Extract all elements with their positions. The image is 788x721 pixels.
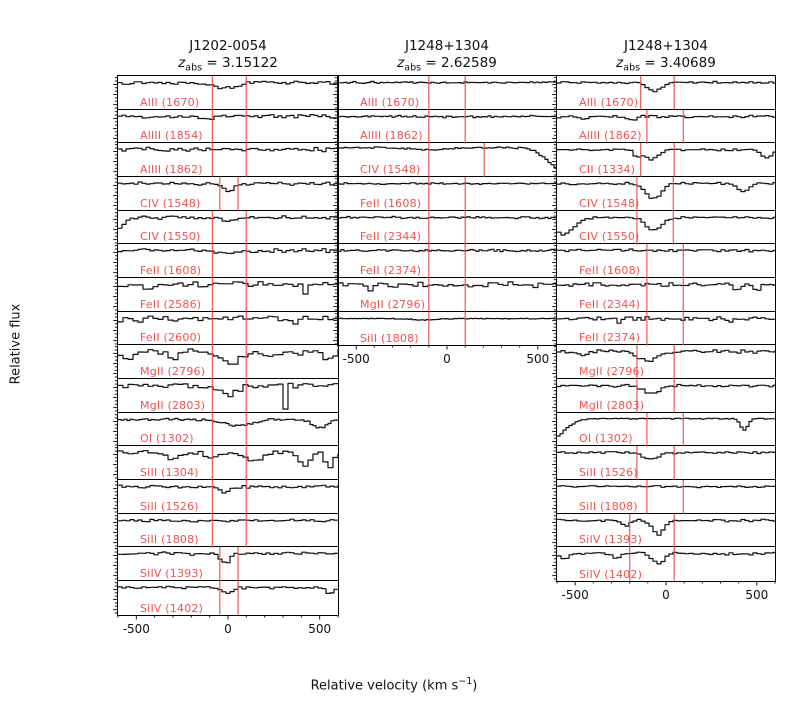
ion-label: MgII (2803) (579, 398, 645, 412)
spectrum-trace (557, 316, 775, 322)
spectrum-panel (338, 110, 556, 144)
ion-label: OI (1302) (579, 432, 633, 446)
spectrum-panel (338, 211, 556, 245)
ion-label: MgII (2803) (140, 398, 206, 412)
spectrum-panel (118, 278, 338, 312)
ion-label: FeII (2600) (140, 331, 202, 345)
spectrum-trace (118, 182, 338, 191)
redshift-label (338, 55, 556, 74)
spectrum-panel (557, 480, 775, 514)
spectrum-panel (118, 379, 338, 413)
spectrum-panel (338, 244, 556, 278)
spectrum-trace (557, 283, 775, 290)
ion-label: SiII (1808) (360, 332, 419, 346)
spectrum-panel (118, 413, 338, 447)
spectrum-trace (118, 81, 338, 88)
z-value: = 3.15122 (202, 55, 278, 71)
ion-label: AlII (1670) (140, 95, 200, 109)
spectrum-panel (118, 211, 338, 245)
spectrum-trace (118, 519, 338, 522)
x-tick-label: -500 (122, 621, 150, 636)
spectrum-trace (557, 553, 775, 565)
spectrum-panel (338, 312, 556, 346)
spectrum-panel (118, 244, 338, 278)
quasar-title: J1248+1304 (404, 38, 489, 54)
z-symbol: z (397, 55, 405, 71)
spectrum-panel (557, 514, 775, 548)
quasar-title: J1248+1304 (623, 38, 708, 54)
ion-label: FeII (2344) (579, 297, 641, 311)
spectrum-panel (557, 379, 775, 413)
ion-label: OI (1302) (140, 432, 194, 446)
spectrum-panel (118, 581, 338, 615)
ion-label: SiII (1526) (579, 466, 638, 480)
x-tick-label: -500 (561, 588, 589, 603)
spectra-column (337, 38, 557, 367)
spectrum-trace (557, 115, 775, 120)
ion-label: SiII (1808) (140, 533, 199, 547)
spectrum-panel (118, 547, 338, 581)
spectrum-panel (557, 76, 775, 110)
x-tick-label: 0 (443, 352, 451, 367)
ion-label: CIV (1548) (579, 196, 640, 210)
spectrum-trace (557, 350, 775, 361)
spectrum-trace (557, 81, 775, 91)
spectrum-panel (338, 177, 556, 211)
ion-label: FeII (2344) (360, 230, 422, 244)
ion-label: SiII (1808) (579, 499, 638, 513)
ion-label: FeII (2586) (140, 297, 202, 311)
spectrum-trace (338, 250, 556, 252)
spectrum-trace (118, 282, 338, 294)
spectrum-trace (118, 316, 338, 324)
spectrum-trace (557, 182, 775, 198)
ion-label: MgII (2796) (579, 365, 645, 379)
spectrum-panel (118, 143, 338, 177)
x-tick-label: 0 (224, 621, 232, 636)
spectra-column (556, 38, 776, 603)
ion-label: SiIV (1393) (140, 567, 204, 581)
spectrum-panel (118, 345, 338, 379)
spectrum-panel (118, 312, 338, 346)
spectra-column (117, 38, 339, 636)
spectrum-trace (338, 183, 556, 185)
ion-label: SiII (1526) (140, 499, 199, 513)
ion-label: FeII (1608) (360, 196, 422, 210)
ion-label: AlIII (1854) (140, 129, 203, 143)
spectrum-panel (118, 177, 338, 211)
spectrum-panel (557, 143, 775, 177)
spectrum-trace (118, 552, 338, 563)
spectrum-panel (338, 143, 556, 177)
ion-label: FeII (2374) (360, 264, 422, 278)
quasar-title: J1202-0054 (189, 38, 267, 54)
spectrum-panel (118, 76, 338, 110)
x-axis-label (0, 676, 788, 693)
ion-label: MgII (2796) (360, 297, 426, 311)
spectrum-panel (557, 278, 775, 312)
spectrum-trace (338, 216, 556, 218)
ion-label: AlIII (1862) (579, 129, 642, 143)
ion-label: SiIV (1402) (579, 568, 643, 582)
spectrum-panel (557, 211, 775, 245)
spectrum-panel (557, 244, 775, 278)
spectrum-trace (118, 249, 338, 254)
spectrum-trace (338, 81, 556, 83)
ion-label: SiIV (1402) (140, 601, 204, 615)
ion-label: SiIV (1393) (579, 533, 643, 547)
spectrum-panel (118, 514, 338, 548)
y-axis-label: Relative flux (8, 303, 24, 385)
spectrum-panel (557, 110, 775, 144)
z-value: = 2.62589 (421, 55, 497, 71)
spectrum-trace (118, 216, 338, 228)
spectrum-trace (118, 148, 338, 152)
x-axis-label-superscript: −1 (458, 676, 473, 687)
x-axis-label-close: ) (472, 678, 478, 694)
z-symbol: z (616, 55, 624, 71)
redshift-label (557, 55, 775, 74)
z-value: = 3.40689 (640, 55, 716, 71)
spectrum-trace (338, 282, 556, 291)
spectrum-panel (557, 345, 775, 379)
spectrum-panel (557, 177, 775, 211)
ion-label: CIV (1550) (140, 230, 201, 244)
spectrum-panel (557, 312, 775, 346)
x-tick-label: -500 (342, 352, 370, 367)
z-subscript: abs (404, 62, 422, 74)
ion-label: AlIII (1862) (360, 129, 423, 143)
spectrum-trace (557, 249, 775, 252)
spectrum-panel (118, 110, 338, 144)
x-axis-label-text: Relative velocity (km s (310, 678, 459, 694)
spectrum-trace (118, 586, 338, 593)
spectrum-panel (338, 76, 556, 110)
ion-label: AlII (1670) (360, 95, 420, 109)
redshift-label (118, 55, 338, 74)
ion-label: CIV (1550) (579, 230, 640, 244)
ion-label: MgII (2796) (140, 365, 206, 379)
spectrum-panel (557, 413, 775, 447)
ion-label: FeII (2374) (579, 331, 641, 345)
spectrum-trace (118, 349, 338, 364)
x-tick-label: 500 (745, 588, 769, 603)
ion-label: AlII (1670) (579, 95, 639, 109)
ion-label: AlIII (1862) (140, 163, 203, 177)
x-tick-label: 500 (526, 352, 550, 367)
z-subscript: abs (185, 62, 203, 74)
spectrum-panel (118, 480, 338, 514)
ion-label: CII (1334) (579, 163, 636, 177)
spectrum-panel (118, 446, 338, 480)
z-subscript: abs (623, 62, 641, 74)
ion-label: FeII (1608) (140, 264, 202, 278)
spectrum-trace (557, 385, 775, 393)
ion-label: CIV (1548) (140, 196, 201, 210)
x-tick-label: 0 (662, 588, 670, 603)
spectrum-trace (118, 418, 338, 427)
spectrum-trace (557, 486, 775, 488)
ion-label: FeII (1608) (579, 264, 641, 278)
spectrum-trace (338, 318, 556, 320)
z-symbol: z (178, 55, 186, 71)
ion-label: SiII (1304) (140, 466, 199, 480)
spectrum-panel (557, 547, 775, 581)
spectrum-trace (557, 452, 775, 459)
ion-label: CIV (1548) (360, 163, 421, 177)
spectrum-trace (557, 149, 775, 160)
spectrum-trace (338, 115, 556, 117)
spectrum-panel (338, 278, 556, 312)
spectrum-trace (118, 485, 338, 493)
x-tick-label: 500 (308, 621, 332, 636)
spectrum-panel (557, 446, 775, 480)
spectrum-trace (118, 114, 338, 119)
